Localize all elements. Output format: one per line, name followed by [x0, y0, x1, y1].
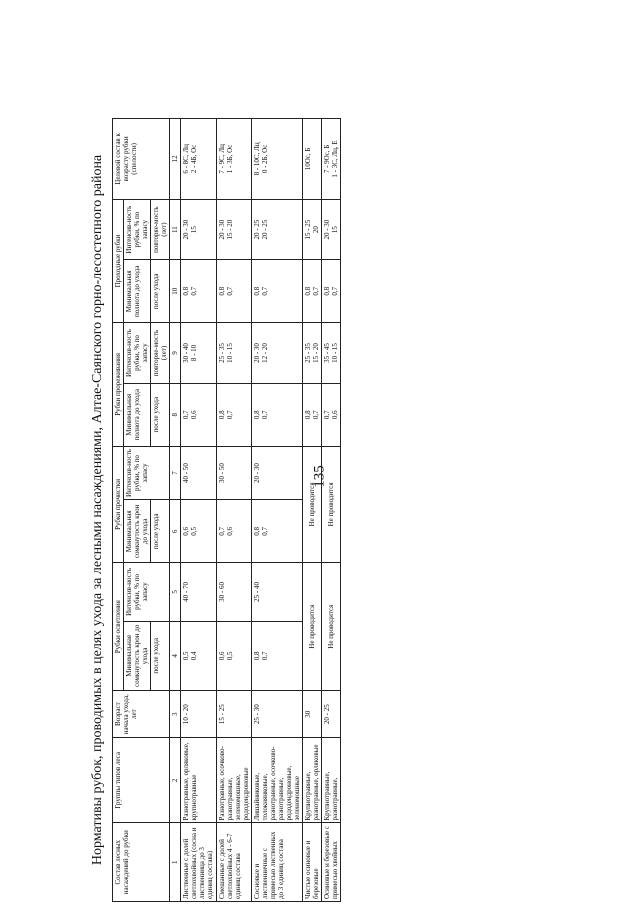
header-after: после ухода	[151, 260, 170, 323]
col-number: 2	[170, 738, 181, 823]
cell-value: 25 - 40	[251, 563, 302, 621]
cell-value: 20 - 30 15	[322, 199, 341, 260]
header-intensity: Интенсив-ность рубки, % по запасу	[124, 199, 151, 260]
cell-value: 0,8 0,7	[251, 621, 302, 691]
cell-value: 40 - 70	[181, 563, 216, 621]
cell-value: 0,8 0,7	[251, 500, 302, 563]
table-row	[216, 119, 251, 902]
cell-value: 0,8 0,7	[251, 260, 302, 323]
cell-value: 20 - 30	[251, 446, 302, 500]
cell-composition: Чистые осиновые и березовые	[302, 823, 321, 902]
cell-value: 0,8 0,7	[251, 383, 302, 446]
cell-not-conducted: Не проводится	[322, 446, 341, 563]
table-title: Нормативы рубок, проводимых в целях ухода за лесными насаждениями, Алтае-Саянского горно-лесостепного района	[90, 154, 105, 866]
table-row	[181, 119, 216, 902]
column-number-row	[170, 119, 181, 902]
page-number: 135	[311, 465, 328, 488]
cell-age: 25 - 30	[251, 691, 302, 738]
cell-value: 30 - 60	[216, 563, 251, 621]
cell-composition: Смешанные с долей светлохвойных 4 - 6-7 единиц состава	[216, 823, 251, 902]
cell-value: 25 - 35 10 - 15	[216, 323, 251, 384]
cell-age: 30	[302, 691, 321, 738]
cell-groups: Разнотравные, орляковые, крупнотравные	[181, 738, 216, 823]
cell-groups: Крупнотравные, разнотравные,	[322, 738, 341, 823]
rotated-content	[90, 118, 622, 902]
cell-age: 20 - 25	[322, 691, 341, 738]
cell-target: 10Ос, Б	[302, 119, 321, 200]
cell-age: 10 - 20	[181, 691, 216, 738]
header-min-density: Минимальная сомкнутость крон до ухода	[124, 500, 151, 563]
cell-value: 0,6 0,5	[181, 500, 216, 563]
header-passing: Проходные рубки	[113, 199, 124, 322]
cell-value: 0,8 0,7	[302, 260, 321, 323]
cell-value: 0,8 0,7	[302, 383, 321, 446]
cell-value: 0,8 0,7	[322, 260, 341, 323]
cell-not-conducted: Не проводится	[302, 563, 321, 691]
cell-target: 7 - 9Ос, Б 1 - 3С, Лц, Е	[322, 119, 341, 200]
cell-value: 30 - 40 8 - 10	[181, 323, 216, 384]
col-number: 8	[170, 383, 181, 446]
cell-value: 20 - 25 20 - 25	[251, 199, 302, 260]
cell-value: 0,6 0,5	[216, 621, 251, 691]
cell-value: 0,7 0,6	[216, 500, 251, 563]
cell-composition: Осиновые и березовые с примесью хвойных	[322, 823, 341, 902]
header-repeat: повторяе-мость (лет)	[151, 199, 170, 260]
cell-value: 0,5 0,4	[181, 621, 216, 691]
header-after: после ухода	[151, 383, 170, 446]
col-number: 9	[170, 323, 181, 384]
cell-groups: Крупнотравные, разнотравные, орляковые	[302, 738, 321, 823]
cell-value: 15 - 25 20	[302, 199, 321, 260]
cell-value: 0,7 0,6	[322, 383, 341, 446]
header-min-density: Минимальная сомкнутость крон до ухода	[124, 621, 151, 691]
header-intensity: Интенсив-ность рубки, % по запасу	[124, 446, 170, 500]
cell-value: 20 - 30 12 - 20	[251, 323, 302, 384]
cell-value: 0,8 0,7	[216, 260, 251, 323]
cell-value: 40 - 50	[181, 446, 216, 500]
header-clarification: Рубки осветления	[113, 563, 124, 691]
cell-value: 20 - 30 15	[181, 199, 216, 260]
standards-table	[112, 118, 341, 902]
col-number: 12	[170, 119, 181, 200]
col-number: 7	[170, 446, 181, 500]
header-repeat: повторяе-мость (лет)	[151, 323, 170, 384]
header-after: после ухода	[151, 621, 170, 691]
cell-age: 15 - 25	[216, 691, 251, 738]
cell-composition: Сосновые и лиственничные с примесью лиственных до 3 единиц состава	[251, 823, 302, 902]
header-start-age: Возраст начала ухода, лет	[113, 691, 170, 738]
header-forest-type-groups: Группы типов леса	[113, 738, 170, 823]
cell-groups: Лишайниковые, толокнянковые, разнотравные, осочково-разнотравные, рододендроновые, зеленомошные	[251, 738, 302, 823]
cell-value: 30 - 50	[216, 446, 251, 500]
cell-value: 25 - 35 15 - 20	[302, 323, 321, 384]
header-target: Целевой состав к возрасту рубки (спелости)	[113, 119, 170, 200]
header-min-completeness: Минимальная полнота до ухода	[124, 383, 151, 446]
col-number: 10	[170, 260, 181, 323]
header-liberation: Рубки прореживания	[113, 323, 124, 446]
cell-groups: Разнотравные, осочково-разнотравные, зеленомошные, рододендроновые	[216, 738, 251, 823]
cell-value: 35 - 45 10 - 15	[322, 323, 341, 384]
cell-not-conducted: Не проводится	[322, 563, 341, 691]
header-thinning: Рубки прочистки	[113, 446, 124, 563]
table-row	[251, 119, 302, 902]
cell-target: 7 - 9С, Лц 1 - 3Б, Ос	[216, 119, 251, 200]
header-row-1	[113, 119, 124, 902]
cell-value: 0,8 0,7	[181, 260, 216, 323]
header-intensity: Интенсив-ность рубки, % по запасу	[124, 323, 151, 384]
col-number: 5	[170, 563, 181, 621]
header-intensity: Интенсив-ность рубки, % по запасу	[124, 563, 170, 621]
header-after: после ухода	[151, 500, 170, 563]
col-number: 3	[170, 691, 181, 738]
header-min-completeness: Минимальная полнота до ухода	[124, 260, 151, 323]
cell-value: 0,7 0,6	[181, 383, 216, 446]
col-number: 1	[170, 823, 181, 902]
cell-composition: Лиственные с долей светлохвойных (сосна и лиственница до 3 единиц состава)	[181, 823, 216, 902]
cell-not-conducted: Не проводится	[302, 446, 321, 563]
table-row	[322, 119, 341, 902]
cell-target: 8 - 10С, Лц 0 - 2Б, Ос	[251, 119, 302, 200]
col-number: 6	[170, 500, 181, 563]
cell-target: 6 - 8С, Лц 2 - 4Б, Ос	[181, 119, 216, 200]
cell-value: 20 - 30 15 - 20	[216, 199, 251, 260]
col-number: 4	[170, 621, 181, 691]
col-number: 11	[170, 199, 181, 260]
table-row	[302, 119, 321, 902]
header-composition: Состав лесных насаждений до рубки	[113, 823, 170, 902]
cell-value: 0,8 0,7	[216, 383, 251, 446]
